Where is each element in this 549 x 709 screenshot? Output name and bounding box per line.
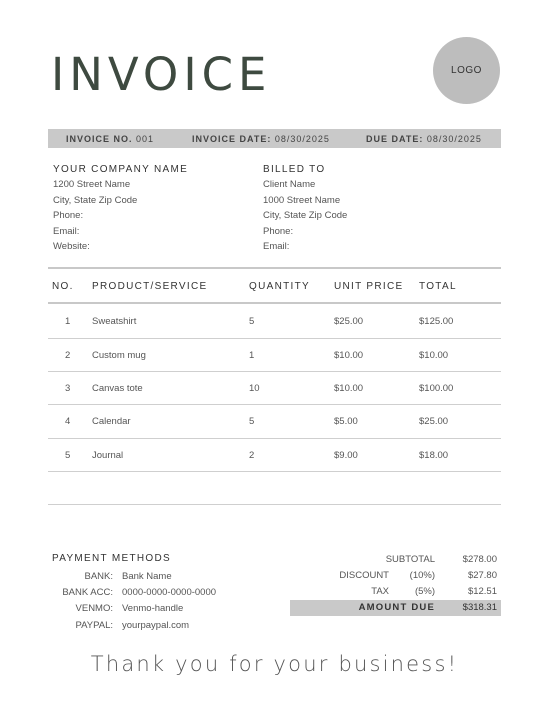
row-quantity: 2 — [249, 450, 255, 461]
client-city: City, State Zip Code — [263, 210, 348, 222]
payment-bank-acc-label: BANK ACC: — [62, 587, 113, 598]
payment-paypal-label: PAYPAL: — [75, 620, 113, 631]
invoice-meta-bar — [48, 129, 501, 148]
row-unit-price: $10.00 — [334, 350, 364, 361]
thank-you-message: Thank you for your business! — [90, 652, 459, 676]
row-no: 1 — [65, 316, 71, 327]
col-header-total: TOTAL — [419, 281, 457, 292]
client-email: Email: — [263, 241, 290, 253]
row-unit-price: $5.00 — [334, 416, 358, 427]
company-street: 1200 Street Name — [53, 179, 131, 191]
summary-amount-due — [290, 600, 501, 616]
discount-value: $27.80 — [467, 570, 497, 581]
invoice-date-label: INVOICE DATE: — [192, 134, 272, 144]
row-quantity: 10 — [249, 383, 260, 394]
invoice-date — [192, 134, 330, 144]
due-date-value: 08/30/2025 — [426, 134, 482, 144]
payment-bank-value: Bank Name — [122, 571, 172, 582]
billed-to-heading: BILLED TO — [263, 164, 326, 175]
discount-pct: (10%) — [409, 570, 435, 581]
row-total: $18.00 — [419, 450, 449, 461]
subtotal-value: $278.00 — [462, 554, 497, 565]
row-quantity: 1 — [249, 350, 255, 361]
tax-label: TAX — [371, 586, 389, 597]
row-product: Journal — [92, 450, 124, 461]
logo-placeholder — [433, 37, 500, 104]
tax-value: $12.51 — [467, 586, 497, 597]
company-name: YOUR COMPANY NAME — [53, 164, 189, 175]
invoice-title: INVOICE — [51, 48, 272, 101]
row-product: Sweatshirt — [92, 316, 137, 327]
row-total: $25.00 — [419, 416, 449, 427]
company-phone: Phone: — [53, 210, 84, 222]
table-top-rule — [48, 267, 501, 269]
row-quantity: 5 — [249, 416, 255, 427]
payment-paypal-value: yourpaypal.com — [122, 620, 190, 631]
row-total: $100.00 — [419, 383, 454, 394]
row-no: 4 — [65, 416, 71, 427]
summary-tax — [290, 584, 501, 600]
tax-pct: (5%) — [414, 586, 435, 597]
client-name: Client Name — [263, 179, 316, 191]
table-row — [48, 438, 501, 471]
invoice-number — [66, 134, 154, 144]
amount-due-label: AMOUNT DUE — [358, 602, 435, 613]
row-no: 5 — [65, 450, 71, 461]
col-header-no: NO. — [52, 281, 74, 292]
company-info — [53, 162, 188, 254]
logo-text: LOGO — [451, 65, 482, 76]
company-city: City, State Zip Code — [53, 194, 138, 206]
row-total: $10.00 — [419, 350, 449, 361]
payment-bank-acc-value: 0000-0000-0000-0000 — [122, 587, 217, 598]
col-header-unit-price: UNIT PRICE — [334, 281, 404, 292]
client-street: 1000 Street Name — [263, 194, 341, 206]
row-total: $125.00 — [419, 316, 454, 327]
company-email: Email: — [53, 225, 80, 237]
row-no: 3 — [65, 383, 71, 394]
company-website: Website: — [53, 241, 90, 253]
row-divider-empty — [48, 504, 501, 505]
row-quantity: 5 — [249, 316, 255, 327]
payment-venmo-value: Venmo-handle — [122, 603, 184, 614]
row-unit-price: $10.00 — [334, 383, 364, 394]
payment-methods-heading: PAYMENT METHODS — [52, 553, 171, 564]
client-phone: Phone: — [263, 225, 294, 237]
row-product: Calendar — [92, 416, 131, 427]
payment-bank-label: BANK: — [84, 571, 113, 582]
row-product: Canvas tote — [92, 383, 143, 394]
invoice-number-label: INVOICE NO. — [66, 134, 133, 144]
table-row — [48, 338, 501, 371]
invoice-date-value: 08/30/2025 — [274, 134, 330, 144]
col-header-product: PRODUCT/SERVICE — [92, 281, 208, 292]
table-row — [48, 404, 501, 437]
table-row — [48, 304, 501, 337]
invoice-number-value: 001 — [136, 134, 155, 144]
table-row — [48, 371, 501, 404]
due-date-label: DUE DATE: — [366, 134, 424, 144]
discount-label: DISCOUNT — [339, 570, 389, 581]
due-date — [366, 134, 482, 144]
subtotal-label: SUBTOTAL — [385, 554, 435, 565]
col-header-quantity: QUANTITY — [249, 281, 310, 292]
row-no: 2 — [65, 350, 71, 361]
billed-to-info — [263, 162, 347, 254]
row-unit-price: $9.00 — [334, 450, 358, 461]
summary-subtotal — [290, 552, 501, 568]
row-unit-price: $25.00 — [334, 316, 364, 327]
payment-venmo-label: VENMO: — [75, 603, 113, 614]
summary-discount — [290, 568, 501, 584]
row-divider — [48, 471, 501, 472]
amount-due-value: $318.31 — [462, 602, 497, 613]
row-product: Custom mug — [92, 350, 146, 361]
